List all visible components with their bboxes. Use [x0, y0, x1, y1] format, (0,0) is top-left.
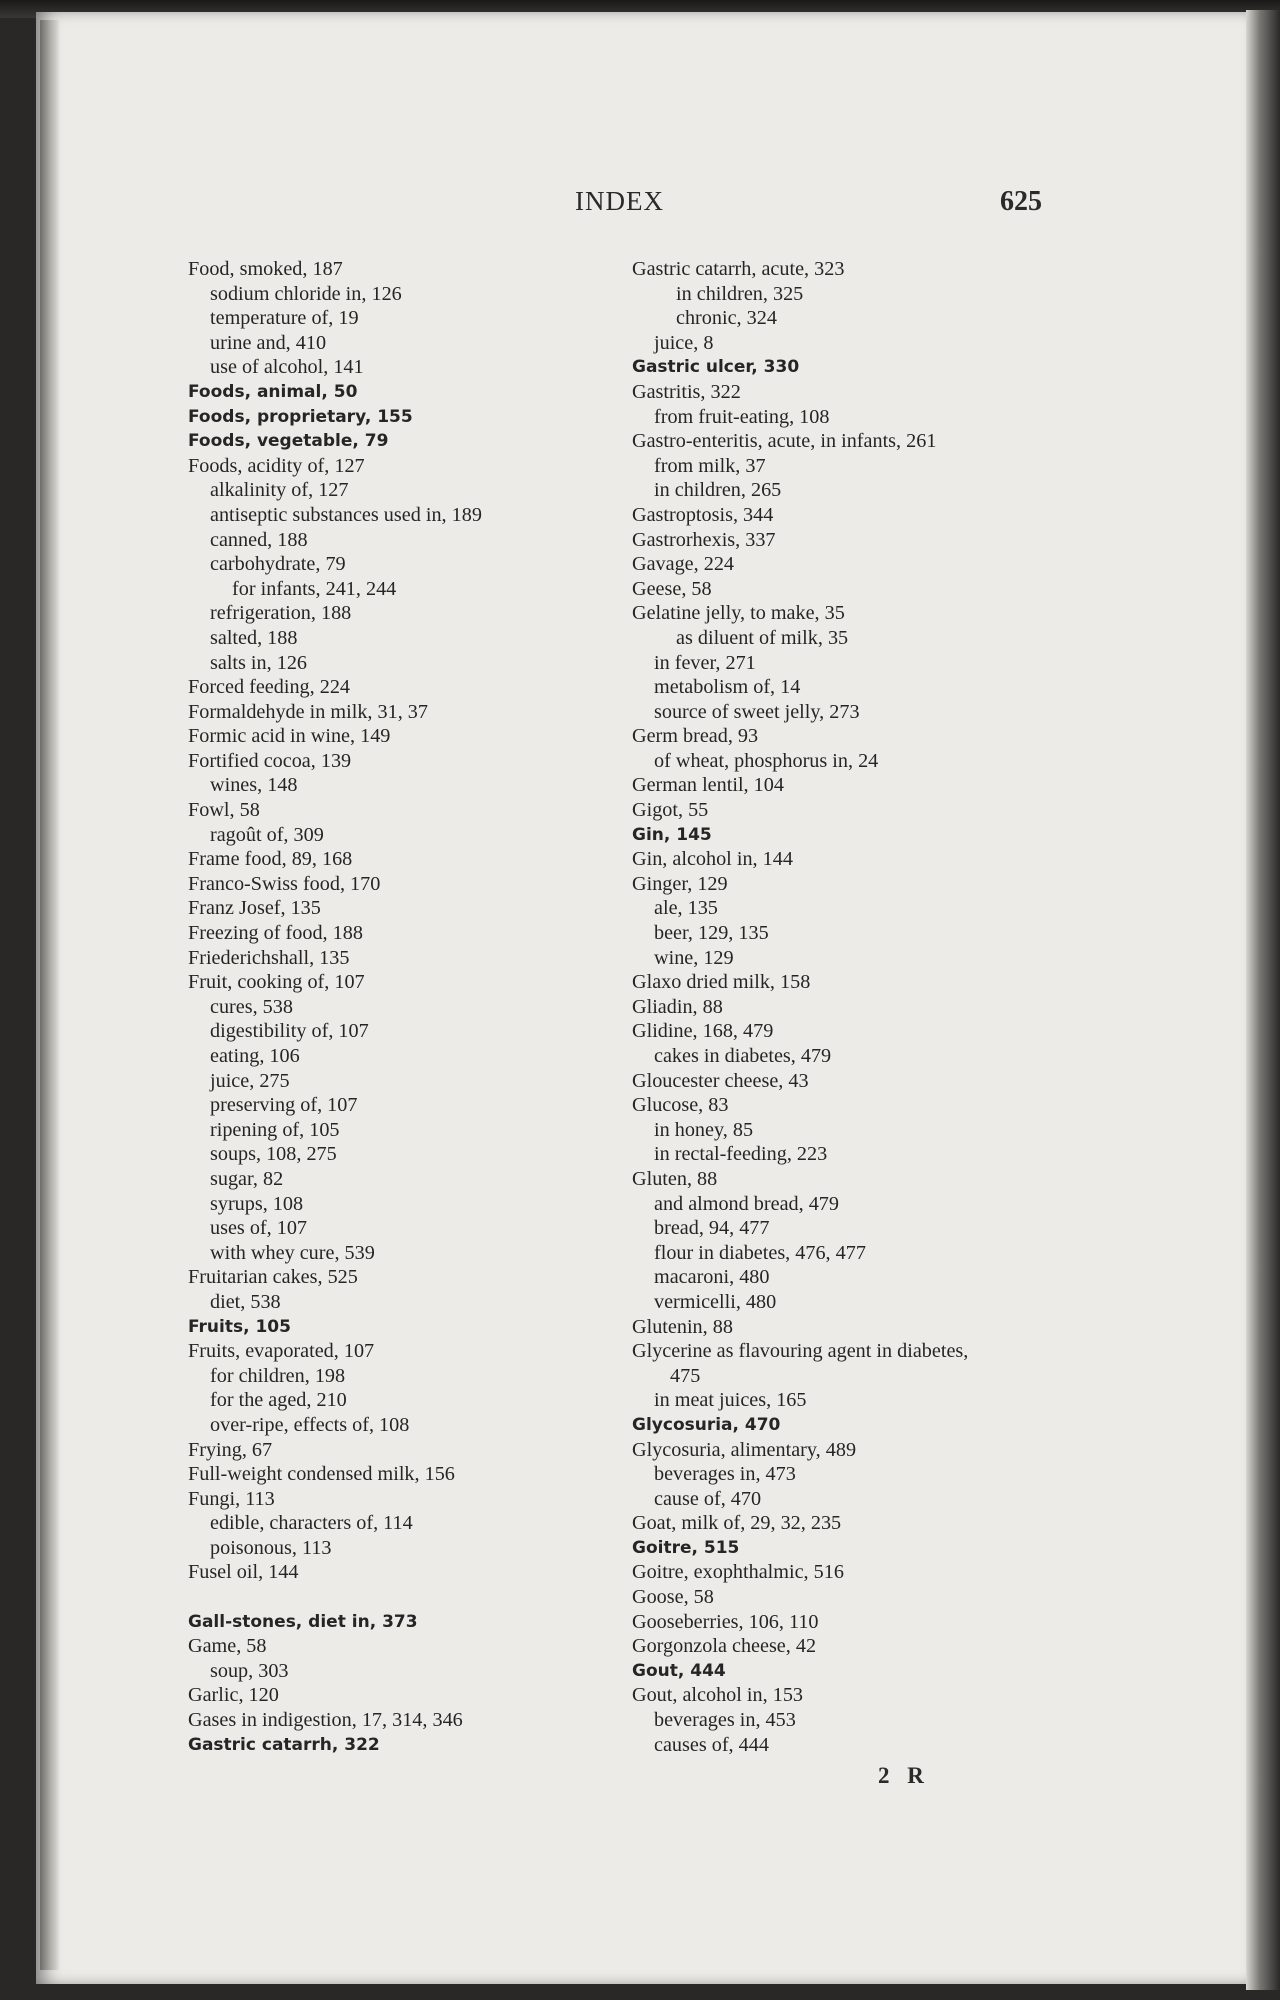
index-entry: Goose, 58 [632, 1586, 714, 1609]
index-entry: Goitre, exophthalmic, 516 [632, 1561, 844, 1584]
index-entry: Gastric ulcer, 330 [632, 357, 800, 378]
index-entry: Gastrorhexis, 337 [632, 528, 776, 551]
index-entry: beer, 129, 135 [654, 922, 769, 945]
index-entry: Gavage, 224 [632, 553, 735, 576]
index-entry: salted, 188 [210, 626, 298, 649]
index-entry: carbohydrate, 79 [210, 553, 346, 576]
index-entry: edible, characters of, 114 [210, 1512, 413, 1535]
printer-signature-mark: 2 R [878, 1763, 930, 1788]
index-entry: in meat juices, 165 [654, 1389, 807, 1412]
index-entry: German lentil, 104 [632, 774, 784, 797]
index-entry: Gout, 444 [632, 1660, 726, 1681]
index-entry: ragoût of, 309 [210, 823, 324, 846]
index-entry: refrigeration, 188 [210, 602, 352, 625]
index-entry: in children, 325 [676, 282, 804, 305]
index-entry: Gastro-enteritis, acute, in infants, 261 [632, 430, 937, 453]
index-entry: beverages in, 453 [654, 1709, 796, 1732]
index-entry: Glycosuria, 470 [632, 1414, 781, 1435]
index-entry: Gastric catarrh, 322 [188, 1734, 380, 1755]
index-entry: eating, 106 [210, 1045, 300, 1067]
index-entry: flour in diabetes, 476, 477 [654, 1241, 866, 1264]
index-entry: from fruit-eating, 108 [654, 405, 830, 428]
index-entry: for infants, 241, 244 [232, 577, 397, 600]
index-entry: diet, 538 [210, 1290, 281, 1313]
index-entry: Formaldehyde in milk, 31, 37 [188, 700, 428, 723]
index-entry: chronic, 324 [676, 307, 777, 330]
index-entry: Fruits, evaporated, 107 [188, 1340, 375, 1363]
index-entry: Full-weight condensed milk, 156 [188, 1463, 455, 1486]
index-entry: of wheat, phosphorus in, 24 [654, 749, 879, 772]
index-entry: Frying, 67 [188, 1438, 273, 1461]
index-entry: Food, smoked, 187 [188, 258, 343, 280]
index-entry: Fowl, 58 [188, 799, 260, 822]
index-entry: Fruit, cooking of, 107 [188, 971, 365, 994]
index-entry: macaroni, 480 [654, 1266, 770, 1289]
index-entry: Gastroptosis, 344 [632, 503, 774, 526]
index-entry: vermicelli, 480 [654, 1290, 777, 1313]
index-entry: Formic acid in wine, 149 [188, 725, 391, 748]
index-entry: Gout, alcohol in, 153 [632, 1684, 804, 1707]
index-entry: causes of, 444 [654, 1733, 769, 1756]
index-entry: for the aged, 210 [210, 1389, 347, 1412]
index-entry: Glutenin, 88 [632, 1315, 733, 1338]
index-entry: Fusel oil, 144 [188, 1561, 299, 1584]
index-entry: Gin, alcohol in, 144 [632, 848, 793, 871]
index-entry: Gooseberries, 106, 110 [632, 1610, 819, 1633]
index-entry: Glidine, 168, 479 [632, 1020, 774, 1043]
index-entry: metabolism of, 14 [654, 676, 801, 699]
index-entry: juice, 8 [654, 331, 714, 354]
index-entry: in fever, 271 [654, 651, 756, 674]
index-entry: and almond bread, 479 [654, 1192, 839, 1215]
index-entry: alkalinity of, 127 [210, 479, 349, 502]
page-right-edge [1246, 10, 1280, 1990]
index-entry: Gases in indigestion, 17, 314, 346 [188, 1709, 463, 1732]
index-entry: cures, 538 [210, 995, 293, 1018]
index-entry: in children, 265 [654, 479, 782, 502]
index-entry: juice, 275 [210, 1069, 290, 1092]
index-entry: with whey cure, 539 [210, 1241, 375, 1264]
index-entry: Glaxo dried milk, 158 [632, 971, 811, 994]
index-entry: Fortified cocoa, 139 [188, 749, 352, 772]
index-entry: source of sweet jelly, 273 [654, 700, 860, 723]
index-entry: cakes in diabetes, 479 [654, 1045, 832, 1067]
index-entry: Franz Josef, 135 [188, 897, 321, 920]
index-entry: Glucose, 83 [632, 1094, 729, 1117]
page-gutter-shadow [40, 20, 60, 1970]
index-entry: Foods, animal, 50 [188, 381, 358, 402]
index-entry: Gall-stones, diet in, 373 [188, 1611, 418, 1632]
index-entry: soups, 108, 275 [210, 1143, 337, 1166]
index-entry: uses of, 107 [210, 1217, 308, 1240]
index-entry: Gorgonzola cheese, 42 [632, 1635, 817, 1658]
index-entry: preserving of, 107 [210, 1094, 358, 1117]
index-entry: Franco-Swiss food, 170 [188, 872, 381, 895]
index-entry: Gluten, 88 [632, 1167, 718, 1190]
index-entry: in rectal-feeding, 223 [654, 1143, 828, 1166]
index-entry: use of alcohol, 141 [210, 356, 364, 379]
index-entry: Gastritis, 322 [632, 380, 741, 403]
index-entry: Fruitarian cakes, 525 [188, 1266, 358, 1289]
index-entry: Geese, 58 [632, 577, 712, 600]
index-entry: in honey, 85 [654, 1118, 754, 1141]
index-entry: ripening of, 105 [210, 1118, 340, 1141]
index-entry: Freezing of food, 188 [188, 922, 363, 945]
index-entry: sugar, 82 [210, 1167, 284, 1190]
index-entry: bread, 94, 477 [654, 1217, 770, 1240]
index-entry: Goat, milk of, 29, 32, 235 [632, 1512, 842, 1535]
index-entry: over-ripe, effects of, 108 [210, 1413, 410, 1436]
index-entry: Fruits, 105 [188, 1316, 291, 1337]
index-entry: Ginger, 129 [632, 872, 728, 895]
index-entry: wine, 129 [654, 946, 734, 969]
index-column-right [632, 257, 1072, 1757]
index-entry: Gigot, 55 [632, 799, 709, 822]
index-entry: Gelatine jelly, to make, 35 [632, 602, 845, 625]
index-entry: as diluent of milk, 35 [676, 626, 849, 649]
index-entry: salts in, 126 [210, 651, 308, 674]
index-entry: soup, 303 [210, 1659, 289, 1682]
index-entry: beverages in, 473 [654, 1463, 796, 1486]
index-entry: Goitre, 515 [632, 1537, 740, 1558]
index-entry: Garlic, 120 [188, 1684, 279, 1707]
index-entry: wines, 148 [210, 774, 298, 797]
index-entry: temperature of, 19 [210, 307, 359, 330]
index-entry: Game, 58 [188, 1635, 267, 1658]
index-entry: Glycerine as flavouring agent in diabetes, [632, 1340, 969, 1363]
index-entry: Germ bread, 93 [632, 725, 759, 748]
page-heading: INDEX [575, 186, 664, 216]
page-number: 625 [1000, 186, 1042, 217]
index-entry: Gastric catarrh, acute, 323 [632, 258, 845, 280]
index-entry: for children, 198 [210, 1364, 346, 1387]
index-entry: Frame food, 89, 168 [188, 848, 353, 871]
index-entry: cause of, 470 [654, 1487, 762, 1510]
index-entry: from milk, 37 [654, 454, 766, 477]
index-entry: urine and, 410 [210, 331, 327, 354]
index-entry: sodium chloride in, 126 [210, 282, 402, 305]
index-entry: Foods, acidity of, 127 [188, 454, 365, 477]
index-entry: syrups, 108 [210, 1192, 304, 1215]
index-entry: digestibility of, 107 [210, 1020, 369, 1043]
index-section-gap [188, 1585, 628, 1610]
index-entry: canned, 188 [210, 528, 308, 551]
index-column-left [188, 257, 628, 1757]
index-entry: antiseptic substances used in, 189 [210, 503, 482, 526]
index-entry: Foods, vegetable, 79 [188, 431, 389, 452]
index-entry: ale, 135 [654, 897, 718, 920]
index-entry: 475 [670, 1364, 701, 1387]
index-entry: Foods, proprietary, 155 [188, 406, 413, 427]
index-entry: Friederichshall, 135 [188, 946, 350, 969]
index-entry: Glycosuria, alimentary, 489 [632, 1438, 857, 1461]
index-entry: Gin, 145 [632, 824, 712, 845]
index-entry: Fungi, 113 [188, 1487, 275, 1510]
index-entry: Gliadin, 88 [632, 995, 723, 1018]
index-entry: Forced feeding, 224 [188, 676, 351, 699]
index-entry: poisonous, 113 [210, 1536, 332, 1559]
index-entry: Gloucester cheese, 43 [632, 1069, 809, 1092]
